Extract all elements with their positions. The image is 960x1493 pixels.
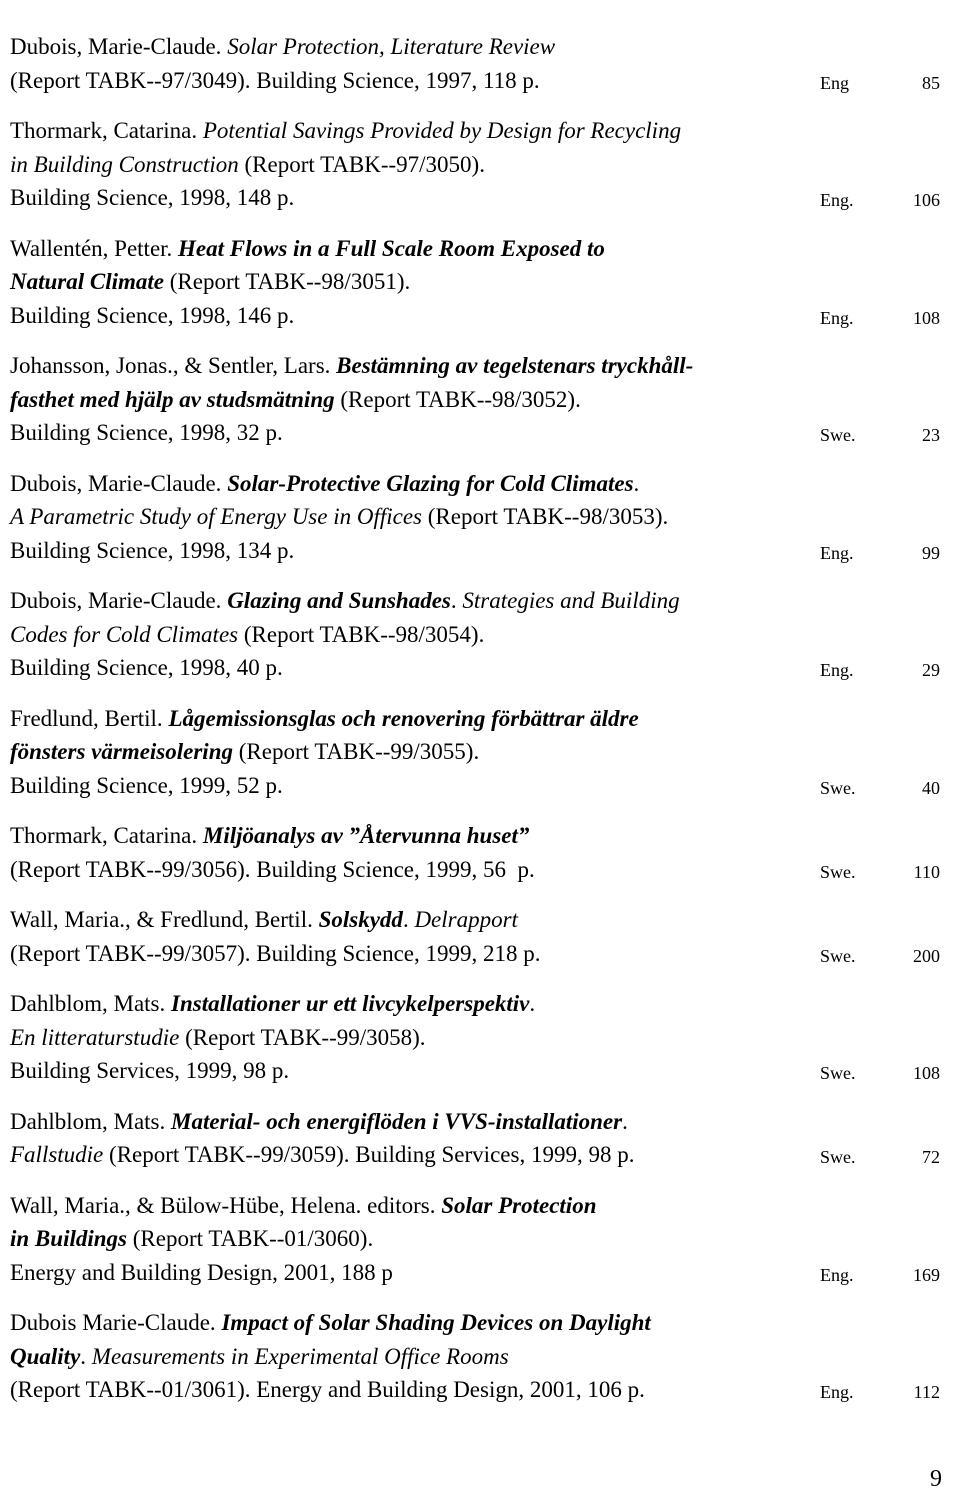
entry-line bbox=[10, 1256, 950, 1290]
entry-language: Eng. bbox=[820, 542, 854, 563]
entry-text: Dahlblom, Mats. bbox=[10, 991, 171, 1016]
entry-subtitle: Potential Savings Provided by Design for Recycling bbox=[202, 118, 682, 143]
entry-line bbox=[10, 467, 950, 501]
entry-title: Lågemissionsglas och renovering förbättrar äldre bbox=[168, 705, 639, 731]
entry-text: . bbox=[633, 470, 640, 496]
publication-entry bbox=[10, 1105, 950, 1172]
publication-entry bbox=[10, 1189, 950, 1290]
entry-line bbox=[10, 735, 950, 769]
entry-text: (Report TABK--99/3056). Building Science, 1999, 56 p. bbox=[10, 856, 535, 882]
entry-text: (Report TABK--97/3050). bbox=[238, 151, 485, 177]
entry-line bbox=[10, 618, 950, 652]
entry-line bbox=[10, 1340, 950, 1374]
entry-title: Quality bbox=[10, 1343, 81, 1369]
entry-subtitle: Fallstudie bbox=[10, 1142, 104, 1167]
entry-title: Miljöanalys av ”Återvunna huset” bbox=[202, 823, 530, 848]
entry-page-count: 29 bbox=[922, 660, 940, 680]
entry-title: Bestämning av tegelstenars tryckhåll- bbox=[336, 353, 694, 378]
entry-language: Eng. bbox=[820, 660, 854, 680]
entry-text: Building Science, 1998, 134 p. bbox=[10, 537, 295, 563]
entry-page-count: 169 bbox=[913, 1264, 940, 1285]
entry-line bbox=[10, 1105, 950, 1139]
entry-text: (Report TABK--99/3055). bbox=[232, 739, 480, 764]
entry-line bbox=[10, 1189, 950, 1223]
entry-text: Wall, Maria., & Fredlund, Bertil. bbox=[10, 907, 319, 932]
entry-line bbox=[10, 1054, 950, 1088]
page-number: 9 bbox=[930, 1466, 942, 1492]
entry-line bbox=[10, 1306, 950, 1340]
entry-text: Dubois, Marie-Claude. bbox=[10, 470, 228, 496]
entry-line bbox=[10, 853, 950, 887]
entry-page-count: 85 bbox=[922, 72, 940, 93]
entry-line bbox=[10, 534, 950, 568]
entry-text: (Report TABK--98/3054). bbox=[238, 621, 485, 647]
entry-text: Dahlblom, Mats. bbox=[10, 1108, 171, 1134]
entry-line bbox=[10, 1373, 950, 1407]
entry-text: (Report TABK--97/3049). Building Science, 1997, 118 p. bbox=[10, 67, 540, 93]
entry-subtitle: Codes for Cold Climates bbox=[10, 621, 239, 647]
entry-language: Eng. bbox=[820, 1264, 854, 1285]
entry-page-count: 110 bbox=[913, 861, 940, 882]
entry-text: (Report TABK--98/3051). bbox=[164, 269, 411, 294]
entry-page-count: 72 bbox=[922, 1147, 940, 1167]
entry-language: Swe. bbox=[820, 861, 856, 882]
publication-entry bbox=[10, 584, 950, 685]
entry-text: Dubois, Marie-Claude. bbox=[10, 34, 228, 59]
entry-line bbox=[10, 299, 950, 333]
entry-page-count: 40 bbox=[922, 777, 940, 798]
entry-title: Glazing and Sunshades bbox=[227, 588, 451, 613]
entry-title: Heat Flows in a Full Scale Room Exposed to bbox=[178, 235, 605, 261]
entry-subtitle: in Building Construction bbox=[10, 151, 239, 177]
entry-text: (Report TABK--99/3057). Building Science, 1999, 218 p. bbox=[10, 940, 541, 966]
entry-text: Building Science, 1998, 40 p. bbox=[10, 655, 283, 680]
entry-text: Building Science, 1998, 148 p. bbox=[10, 185, 295, 210]
entry-text: (Report TABK--98/3053). bbox=[422, 504, 669, 529]
entry-line bbox=[10, 903, 950, 937]
entry-text: (Report TABK--98/3052). bbox=[334, 386, 581, 412]
entry-line bbox=[10, 987, 950, 1021]
entry-line bbox=[10, 383, 950, 417]
entry-text: . bbox=[80, 1343, 92, 1369]
entry-text: Building Science, 1999, 52 p. bbox=[10, 772, 283, 798]
entry-text: Dubois, Marie-Claude. bbox=[10, 588, 228, 613]
entry-line bbox=[10, 114, 950, 148]
entry-language: Eng. bbox=[820, 1382, 854, 1402]
entry-line bbox=[10, 64, 950, 98]
entry-line bbox=[10, 702, 950, 736]
entry-page-count: 108 bbox=[913, 307, 940, 328]
publication-entry bbox=[10, 987, 950, 1088]
entry-title: in Buildings bbox=[10, 1226, 127, 1251]
entry-subtitle: Delrapport bbox=[414, 907, 518, 932]
entry-page-count: 99 bbox=[922, 542, 940, 563]
entry-page-count: 200 bbox=[913, 945, 940, 966]
entry-subtitle: Measurements in Experimental Office Rooms bbox=[91, 1343, 509, 1369]
entry-language: Eng. bbox=[820, 307, 854, 328]
entry-title: fönsters värmeisolering bbox=[10, 739, 233, 764]
entry-text: . bbox=[402, 907, 415, 932]
entry-title: Solskydd bbox=[318, 907, 403, 932]
entry-language: Swe. bbox=[820, 1147, 856, 1167]
publication-entry bbox=[10, 903, 950, 970]
entry-text: Dubois Marie-Claude. bbox=[10, 1310, 222, 1335]
entry-language: Eng bbox=[820, 72, 849, 93]
entry-text: (Report TABK--99/3058). bbox=[179, 1024, 426, 1050]
entry-title: Natural Climate bbox=[10, 269, 164, 294]
entry-text: (Report TABK--01/3060). bbox=[126, 1226, 374, 1251]
entry-line bbox=[10, 181, 950, 215]
entry-title: Solar Protection bbox=[441, 1192, 597, 1218]
entry-line bbox=[10, 349, 950, 383]
entry-title: Material- och energiflöden i VVS-installationer bbox=[171, 1108, 623, 1134]
entry-text: Energy and Building Design, 2001, 188 p bbox=[10, 1259, 393, 1285]
entry-line bbox=[10, 819, 950, 853]
entry-line bbox=[10, 1222, 950, 1256]
entry-text: Wallentén, Petter. bbox=[10, 235, 179, 261]
entry-line bbox=[10, 416, 950, 450]
entry-line bbox=[10, 1021, 950, 1055]
entry-text: Fredlund, Bertil. bbox=[10, 705, 169, 731]
entry-line bbox=[10, 265, 950, 299]
publication-entry bbox=[10, 232, 950, 333]
entry-text: Thormark, Catarina. bbox=[10, 823, 203, 848]
entry-subtitle: En litteraturstudie bbox=[10, 1024, 180, 1050]
entry-line bbox=[10, 232, 950, 266]
entry-page-count: 108 bbox=[913, 1063, 940, 1083]
entry-page-count: 112 bbox=[913, 1382, 940, 1402]
entry-language: Swe. bbox=[820, 425, 856, 445]
entry-text: (Report TABK--99/3059). Building Services, 1999, 98 p. bbox=[103, 1142, 635, 1167]
entry-line bbox=[10, 30, 950, 64]
publication-entry bbox=[10, 349, 950, 450]
publication-entry bbox=[10, 702, 950, 803]
entry-title: fasthet med hjälp av studsmätning bbox=[10, 386, 335, 412]
entry-text: Building Services, 1999, 98 p. bbox=[10, 1058, 290, 1083]
entry-line bbox=[10, 651, 950, 685]
entry-line bbox=[10, 937, 950, 971]
entry-page-count: 106 bbox=[913, 190, 940, 210]
entry-line bbox=[10, 1138, 950, 1172]
entry-title: Solar-Protective Glazing for Cold Climates bbox=[227, 470, 634, 496]
entry-language: Swe. bbox=[820, 1063, 856, 1083]
publication-entry bbox=[10, 467, 950, 568]
entry-language: Eng. bbox=[820, 190, 854, 210]
entry-text: (Report TABK--01/3061). Energy and Building Design, 2001, 106 p. bbox=[10, 1377, 645, 1402]
entry-subtitle: Strategies and Building bbox=[462, 588, 680, 613]
publication-entry bbox=[10, 30, 950, 97]
entry-title: Installationer ur ett livcykelperspektiv bbox=[171, 991, 530, 1016]
entry-text: Thormark, Catarina. bbox=[10, 118, 203, 143]
publication-list bbox=[10, 30, 950, 1424]
entry-line bbox=[10, 584, 950, 618]
entry-text: . bbox=[450, 588, 463, 613]
entry-subtitle: Solar Protection, Literature Review bbox=[227, 34, 556, 59]
entry-text: Wall, Maria., & Bülow-Hübe, Helena. editors. bbox=[10, 1192, 442, 1218]
entry-language: Swe. bbox=[820, 945, 856, 966]
entry-line bbox=[10, 500, 950, 534]
entry-text: Building Science, 1998, 32 p. bbox=[10, 420, 283, 445]
entry-subtitle: A Parametric Study of Energy Use in Offices bbox=[10, 504, 423, 529]
publication-entry bbox=[10, 819, 950, 886]
entry-text: . bbox=[622, 1108, 628, 1134]
entry-line bbox=[10, 148, 950, 182]
entry-line bbox=[10, 769, 950, 803]
entry-text: Johansson, Jonas., & Sentler, Lars. bbox=[10, 353, 337, 378]
entry-page-count: 23 bbox=[922, 425, 940, 445]
entry-title: Impact of Solar Shading Devices on Daylight bbox=[221, 1310, 651, 1335]
entry-text: . bbox=[529, 991, 536, 1016]
entry-language: Swe. bbox=[820, 777, 856, 798]
publication-entry bbox=[10, 114, 950, 215]
publication-entry bbox=[10, 1306, 950, 1407]
entry-text: Building Science, 1998, 146 p. bbox=[10, 302, 295, 328]
